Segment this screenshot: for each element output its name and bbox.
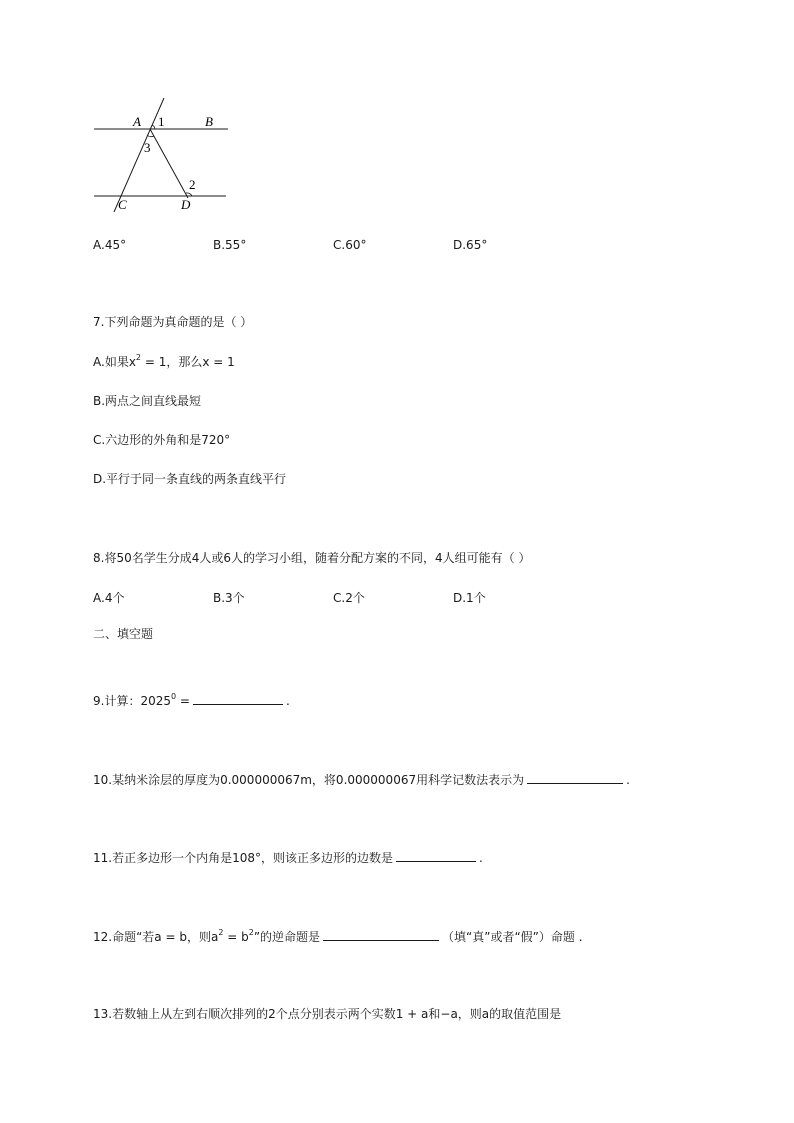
label-b: B xyxy=(205,114,213,129)
q7-option-a-post: = 1，那么x = 1 xyxy=(141,355,235,369)
q12-sup1: 2 xyxy=(218,928,224,937)
q8-option-b: B.3个 xyxy=(213,591,245,605)
q12-post: （填“真”或者“假”）命题 . xyxy=(442,930,583,944)
q8-option-d: D.1个 xyxy=(453,591,486,605)
q9-pre: 9.计算：2025 xyxy=(93,694,171,708)
q9-sup: 0 xyxy=(171,692,177,701)
q10-pre: 10.某纳米涂层的厚度为0.000000067m，将0.000000067用科学记数法表示为 xyxy=(93,773,525,787)
label-3: 3 xyxy=(144,140,151,155)
q8-option-c: C.2个 xyxy=(333,591,365,605)
q12-sup2: 2 xyxy=(248,928,254,937)
label-d: D xyxy=(181,197,191,212)
q6-option-c: C.60° xyxy=(333,238,367,252)
label-c: C xyxy=(118,197,127,212)
q8-option-a: A.4个 xyxy=(93,591,125,605)
q11 xyxy=(93,849,483,866)
q12-mid2: ”的逆命题是 xyxy=(253,930,321,944)
q10-answer-blank[interactable] xyxy=(527,771,623,784)
q6-option-b: B.55° xyxy=(213,238,247,252)
q7-stem: 7.下列命题为真命题的是（ ） xyxy=(93,315,253,329)
q9-mid: = xyxy=(176,694,190,708)
q12-answer-blank[interactable] xyxy=(323,928,439,941)
q9-answer-blank[interactable] xyxy=(193,692,283,705)
q7-option-a-pre: A.如果x xyxy=(93,355,136,369)
q9 xyxy=(93,692,290,709)
q10 xyxy=(93,771,630,788)
q11-answer-blank[interactable] xyxy=(396,849,476,862)
label-2: 2 xyxy=(189,177,196,192)
q11-post: . xyxy=(479,851,483,865)
segment-ad xyxy=(150,129,188,198)
q6-option-d: D.65° xyxy=(453,238,488,252)
label-a: A xyxy=(133,114,141,129)
section-heading-fill-in: 二、填空题 xyxy=(93,627,154,641)
angle-arc-1 xyxy=(152,125,155,129)
q8-stem: 8.将50名学生分成4人或6人的学习小组，随着分配方案的不同，4人组可能有（ ） xyxy=(93,551,531,565)
q7-option-a xyxy=(93,354,235,370)
q13: 13.若数轴上从左到右顺次排列的2个点分别表示两个实数1 + a和−a，则a的取值范围是 xyxy=(93,1007,562,1021)
geometry-figure xyxy=(88,92,238,216)
q12 xyxy=(93,928,583,945)
q7-option-a-sup: 2 xyxy=(135,353,142,362)
q6-option-a: A.45° xyxy=(93,238,127,252)
q11-pre: 11.若正多边形一个内角是108°，则该正多边形的边数是 xyxy=(93,851,393,865)
q12-mid: = b xyxy=(223,930,249,944)
q7-option-b: B.两点之间直线最短 xyxy=(93,394,202,408)
q7-option-d: D.平行于同一条直线的两条直线平行 xyxy=(93,472,287,486)
label-1: 1 xyxy=(158,114,165,129)
q7-option-c: C.六边形的外角和是720° xyxy=(93,433,231,447)
q12-pre: 12.命题“若a = b，则a xyxy=(93,930,219,944)
q9-post: . xyxy=(285,694,290,708)
q10-post: . xyxy=(626,773,630,787)
